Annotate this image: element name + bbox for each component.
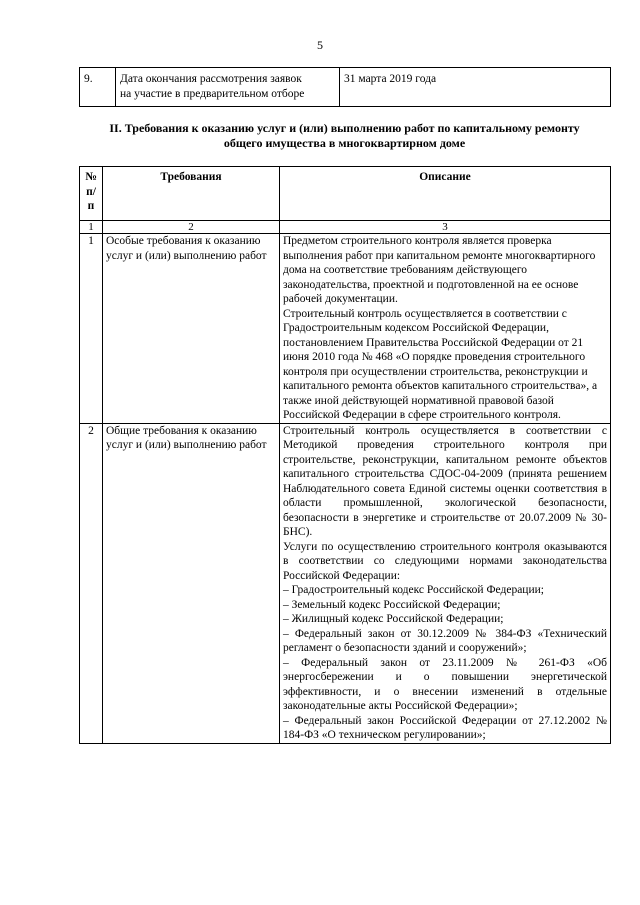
- column-number: 2: [103, 221, 280, 234]
- row-number: 1: [80, 234, 103, 424]
- page-number: 5: [317, 38, 323, 52]
- row-value: 31 марта 2019 года: [340, 68, 611, 107]
- column-number-row: [80, 221, 611, 234]
- description-paragraph: Услуги по осуществлению строительного контроля оказываются в соответствии со следующими нормами законодательства Российской Федерации:: [283, 540, 607, 582]
- description-list-item: – Градостроительный кодекс Российской Федерации;: [283, 584, 544, 596]
- header-num-line: п/п: [86, 185, 96, 212]
- row-label-line: на участие в предварительном отборе: [120, 87, 305, 100]
- column-number: 1: [80, 221, 103, 234]
- header-num: [80, 167, 103, 221]
- description-list-item: – Жилищный кодекс Российской Федерации;: [283, 613, 504, 625]
- requirements-table: [79, 166, 611, 744]
- row-requirement: Общие требования к оказанию услуг и (или) выполнению работ: [103, 423, 280, 743]
- section-heading-line: II. Требования к оказанию услуг и (или) выполнению работ по капитальному ремонту: [109, 121, 580, 135]
- row-requirement: Особые требования к оказанию услуг и (или) выполнению работ: [103, 234, 280, 424]
- description-paragraph: Строительный контроль осуществляется в соответствии с Градостроительным кодексом Российской Федерации, постановлением Правительства Российской Федерации от 21 июня 2010 года № 468 «О порядке проведения строительного контроля при осуществлении строительства, реконструкции и капитального ремонта объектов капитального строительства», а также иной действующей нормативной правовой базой Российской Федерации в сфере строительного контроля.: [283, 307, 598, 421]
- section-heading-line: общего имущества в многоквартирном доме: [223, 136, 466, 150]
- header-description: Описание: [280, 167, 611, 221]
- header-requirements: Требования: [103, 167, 280, 221]
- row-label: [116, 68, 340, 107]
- table-row: [80, 68, 611, 107]
- description-list-item: – Земельный кодекс Российской Федерации;: [283, 598, 501, 611]
- top-table: [79, 67, 611, 107]
- description-list-item: – Федеральный закон от 30.12.2009 № 384-ФЗ «Технический регламент о безопасности зданий и сооружений»;: [283, 627, 607, 654]
- header-num-line: №: [85, 171, 97, 183]
- row-description: [280, 234, 611, 424]
- row-description: [280, 423, 611, 743]
- description-paragraph: Предметом строительного контроля является проверка выполнения работ при капитальном ремонте многоквартирного дома на соответствие требованиям действующего законодательства, проектной и подготовленной на ее основе рабочей документации.: [283, 235, 596, 305]
- description-list-item: – Федеральный закон от 23.11.2009 № 261-ФЗ «Об энергосбережении и о повышении энергетической эффективности, и о внесении изменений в отдельные законодательные акты Российской Федерации»;: [283, 656, 607, 712]
- section-heading: [79, 121, 610, 151]
- description-paragraph: Строительный контроль осуществляется в соответствии с Методикой проведения строительного контроля при строительстве, реконструкции, капитальном ремонте объектов капитального строительства СДОС-04-2009 (принята решением Наблюдательного совета Единой системы оценки соответствия в области промышленной, экологической безопасности, безопасности в энергетике и строительстве от 20.07.2009 № 30-БНС).: [283, 424, 607, 538]
- description-list-item: – Федеральный закон Российской Федерации от 27.12.2002 № 184-ФЗ «О техническом регулировании»;: [283, 714, 607, 741]
- table-row: [80, 423, 611, 743]
- row-number: 9.: [80, 68, 116, 107]
- row-label-line: Дата окончания рассмотрения заявок: [120, 73, 302, 85]
- row-number: 2: [80, 423, 103, 743]
- table-row: [80, 234, 611, 424]
- column-number: 3: [280, 221, 611, 234]
- table-header-row: [80, 167, 611, 221]
